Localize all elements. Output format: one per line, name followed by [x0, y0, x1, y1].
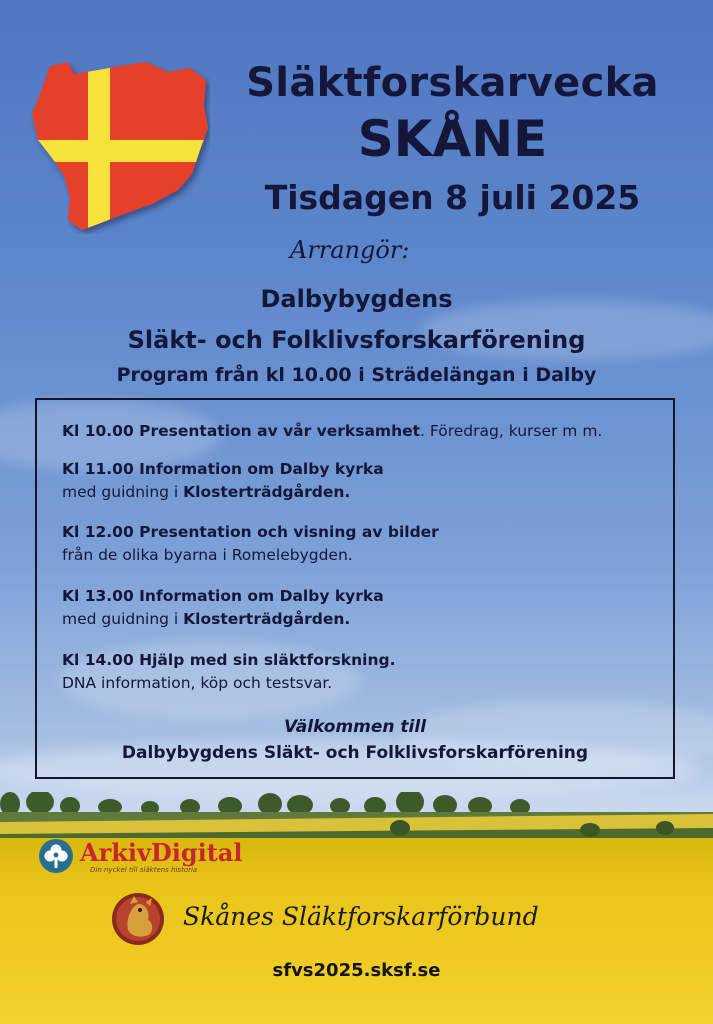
welcome-text: Välkommen till [283, 717, 427, 737]
schedule-item-title: Kl 11.00 Information om Dalby kyrka [62, 460, 384, 478]
organizer-name-line2: Släkt- och Folklivsforskarförening [127, 326, 586, 354]
organizer-name-line1: Dalbybygdens [260, 285, 453, 313]
title-region: SKÅNE [357, 110, 548, 168]
griffin-crest-icon [108, 890, 168, 948]
organizer-label: Arrangör: [290, 236, 410, 264]
schedule-item-desc: med guidning i [62, 610, 184, 628]
website-link[interactable]: sfvs2025.sksf.se [272, 960, 441, 981]
schedule-item-desc: DNA information, köp och testsvar. [62, 674, 333, 692]
arkivdigital-name: ArkivDigital [80, 838, 243, 867]
schedule-item-title: Kl 14.00 Hjälp med sin släktforskning. [62, 651, 396, 669]
arkivdigital-tagline: Din nyckel till släktens historia [90, 866, 198, 874]
skanes-name: Skånes Släktforskarförbund [183, 902, 539, 931]
schedule-item [62, 458, 662, 504]
schedule-item [62, 420, 662, 443]
schedule-item [62, 521, 662, 567]
welcome-org: Dalbybygdens Släkt- och Folklivsforskarförening [121, 743, 589, 763]
skane-map-flag-icon [28, 58, 210, 234]
skanes-slaktforskarforbund-logo [108, 890, 628, 950]
schedule-item-title: Kl 13.00 Information om Dalby kyrka [62, 587, 384, 605]
arkivdigital-logo [38, 838, 278, 878]
schedule-item-title: Kl 10.00 Presentation av vår verksamhet [62, 422, 421, 440]
schedule-item-place: Klosterträdgården. [183, 610, 351, 628]
schedule-item-desc: med guidning i [62, 483, 184, 501]
schedule-item [62, 585, 662, 631]
program-info: Program från kl 10.00 i Strädelängan i Dalby [116, 364, 597, 386]
schedule-item-desc: . Föredrag, kurser m m. [420, 422, 603, 440]
schedule-item [62, 649, 662, 695]
schedule-item-place: Klosterträdgården. [183, 483, 351, 501]
schedule-box [35, 398, 675, 779]
arkivdigital-logo-icon [38, 838, 74, 874]
event-date: Tisdagen 8 juli 2025 [264, 178, 641, 217]
schedule-item-title: Kl 12.00 Presentation och visning av bilder [62, 523, 439, 541]
schedule-item-desc: från de olika byarna i Romelebygden. [62, 546, 353, 564]
title-event: Släktforskarvecka [246, 60, 659, 106]
